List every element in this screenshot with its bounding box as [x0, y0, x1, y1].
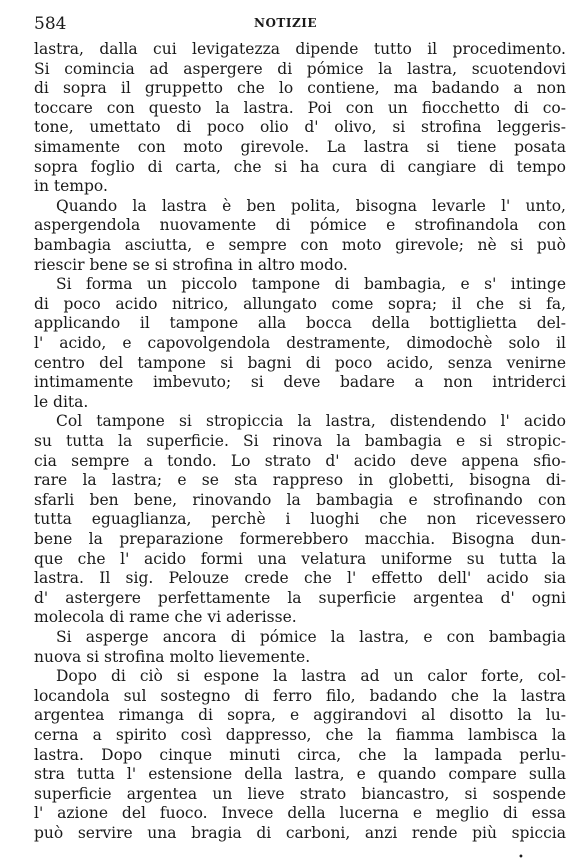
text-line: que che l' acido formi una velatura uniforme su tutta la: [34, 549, 566, 568]
text-line: d' astergere perfettamente la superficie argentea d' ogni: [34, 588, 566, 607]
text-line: sfarli ben bene, rinovando la bambagia e strofinando con: [34, 490, 566, 509]
text-line: locandola sul sostegno di ferro filo, badando che la lastra: [34, 686, 566, 705]
text-line: di poco acido nitrico, allungato come sopra; il che si fa,: [34, 294, 566, 313]
text-line: Si comincia ad aspergere di pómice la lastra, scuotendovi: [34, 59, 566, 78]
text-line: stra tutta l' estensione della lastra, e quando compare sulla: [34, 765, 566, 784]
text-line: Dopo di ciò si espone la lastra ad un calor forte, col-: [56, 667, 566, 686]
text-line: nuova si strofina molto lievemente.: [34, 647, 311, 666]
text-line: tone, umettato di poco olio d' olivo, si strofina leggeris-: [34, 118, 566, 137]
text-line: su tutta la superficie. Si rinova la bambagia e si stropic-: [34, 432, 566, 450]
text-line: aspergendola nuovamente di pómice e strofinandola con: [34, 216, 566, 235]
text-line: superficie argentea un lieve strato biancastro, si sospende: [34, 784, 566, 803]
text-line: applicando il tampone alla bocca della bottiglietta del-: [34, 314, 566, 333]
corner-mark: •: [518, 852, 524, 863]
text-line: sopra foglio di carta, che si ha cura di cangiare di tempo: [34, 157, 566, 176]
text-line: l' azione del fuoco. Invece della lucerna e meglio di essa: [34, 804, 566, 823]
text-line: rare la lastra; e se sta rappreso in globetti, bisogna di-: [34, 471, 566, 490]
page-header: [34, 14, 564, 36]
text-line: Col tampone si stropiccia la lastra, distendendo l' acido: [56, 412, 566, 431]
text-line: lastra. Dopo cinque minuti circa, che la lampada perlu-: [34, 745, 566, 764]
text-line: lastra, dalla cui levigatezza dipende tutto il procedimento.: [34, 40, 566, 58]
text-line: riescir bene se si strofina in altro modo.: [34, 255, 348, 274]
text-line: di sopra il gruppetto che lo contiene, ma badando a non: [34, 79, 566, 98]
text-line: bambagia asciutta, e sempre con moto girevole; nè si può: [34, 236, 566, 254]
text-line: tutta eguaglianza, perchè i luoghi che non ricevessero: [34, 510, 566, 529]
text-line: Si asperge ancora di pómice la lastra, e con bambagia: [56, 628, 566, 646]
text-line: le dita.: [34, 392, 89, 411]
running-head: NOTIZIE: [254, 16, 317, 30]
text-line: l' acido, e capovolgendola destramente, dimodochè solo il: [34, 334, 566, 352]
text-line: simamente con moto girevole. La lastra si tiene posata: [34, 138, 566, 156]
text-line: Quando la lastra è ben polita, bisogna levarle l' unto,: [56, 196, 566, 215]
text-line: Si forma un piccolo tampone di bambagia, e s' intinge: [56, 275, 566, 294]
text-line: lastra. Il sig. Pelouze crede che l' effetto dell' acido sia: [34, 569, 566, 588]
text-line: centro del tampone si bagni di poco acido, senza venirne: [34, 353, 566, 372]
text-line: in tempo.: [34, 177, 108, 196]
text-line: intimamente imbevuto; si deve badare a non intriderci: [34, 373, 566, 392]
text-line: toccare con questo la lastra. Poi con un fiocchetto di co-: [34, 98, 566, 117]
page-number: 584: [34, 14, 67, 34]
text-line: cia sempre a tondo. Lo strato d' acido deve appena sfio-: [34, 451, 566, 470]
text-line: molecola di rame che vi aderisse.: [34, 608, 297, 627]
text-line: bene la preparazione formerebbero macchia. Bisogna dun-: [34, 530, 566, 548]
text-line: cerna a spirito così dappresso, che la fiamma lambisca la: [34, 726, 566, 744]
text-line: argentea rimanga di sopra, e aggirandovi al disotto la lu-: [34, 706, 566, 725]
text-line: può servire una bragia di carboni, anzi rende più spiccia: [34, 824, 566, 842]
